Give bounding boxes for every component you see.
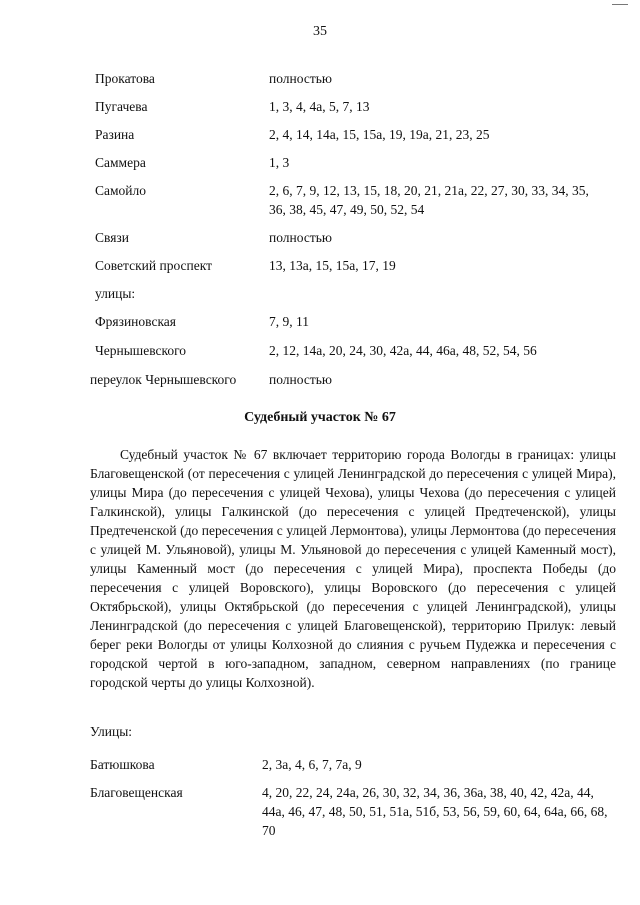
house-numbers: 2, 6, 7, 9, 12, 13, 15, 18, 20, 21, 21а, 22, 27, 30, 33, 34, 35, 36, 38, 45, 47, 49, 50, 52, 54 (269, 183, 589, 217)
street-name: Прокатова (95, 71, 155, 86)
street-name: улицы: (95, 286, 136, 301)
house-numbers: 2, 12, 14а, 20, 24, 30, 42а, 44, 46а, 48, 52, 54, 56 (269, 343, 537, 358)
street-name: Чернышевского (95, 343, 187, 358)
street-name: Пугачева (95, 99, 148, 114)
scan-corner-mark (612, 0, 628, 5)
street-name: Фрязиновская (95, 314, 176, 329)
page-number: 35 (313, 24, 327, 39)
house-numbers: 13, 13а, 15, 15а, 17, 19 (269, 258, 396, 273)
house-numbers: полностью (269, 230, 332, 245)
section-title: Судебный участок № 67 (244, 410, 396, 425)
house-numbers: 2, 4, 14, 14а, 15, 15а, 19, 19а, 21, 23, 25 (269, 127, 490, 142)
house-numbers: 7, 9, 11 (269, 314, 309, 329)
street-name: Благовещенская (90, 785, 183, 800)
house-numbers: 1, 3, 4, 4а, 5, 7, 13 (269, 99, 370, 114)
street-name: Советский проспект (95, 258, 213, 273)
house-numbers: полностью (269, 71, 332, 86)
street-name: Связи (95, 230, 129, 245)
house-numbers: полностью (269, 372, 332, 387)
street-name: Батюшкова (90, 757, 155, 772)
house-numbers: 2, 3а, 4, 6, 7, 7а, 9 (262, 757, 362, 772)
street-name: переулок Чернышевского (90, 372, 237, 387)
section-description: Судебный участок № 67 включает территорию города Вологды в границах: улицы Благовещенской (от пересечения с улицей Ленинградской до пересечения с улицей Мира), улицы Мира (до пересечения с улицей Чехова), улицы Чехова (до пересечения с улицей Галкинской), улицы Галкинской (до пересечения с улицей Предтеченской), улицы Предтеченской (до пересечения с улицей Лермонтова), улицы Лермонтова (до пересечения с улицей М. Ульяновой), улицы М. Ульяновой до пересечения с улицей Каменный мост), улицы Каменный мост (до пересечения с улицей Мира), проспекта Победы (до пересечения с улицей Воровского), улицы Воровского (до пересечения с улицей Октябрьской), улицы Октябрьской (до пересечения с улицей Ленинградской), улицы Ленинградской (до пересечения с улицей Благовещенской), территорию Прилук: левый берег реки Вологды от улицы Колхозной до слияния с ручьем Пудежка и пересечения с городской чертой в юго-западном, западном, северном направлениях (по границе городской черты до улицы Колхозной). (90, 447, 616, 690)
house-numbers: 1, 3 (269, 155, 290, 170)
house-numbers: 4, 20, 22, 24, 24а, 26, 30, 32, 34, 36, 36а, 38, 40, 42, 42а, 44, 44а, 46, 47, 48, 50, 51, 51а, 51б, 53, 56, 59, 60, 64, 64а, 66, 68, 70 (262, 785, 608, 838)
street-name: Самойло (95, 183, 147, 198)
streets-heading: Улицы: (90, 724, 133, 739)
street-name: Саммера (95, 155, 146, 170)
street-name: Разина (95, 127, 135, 142)
